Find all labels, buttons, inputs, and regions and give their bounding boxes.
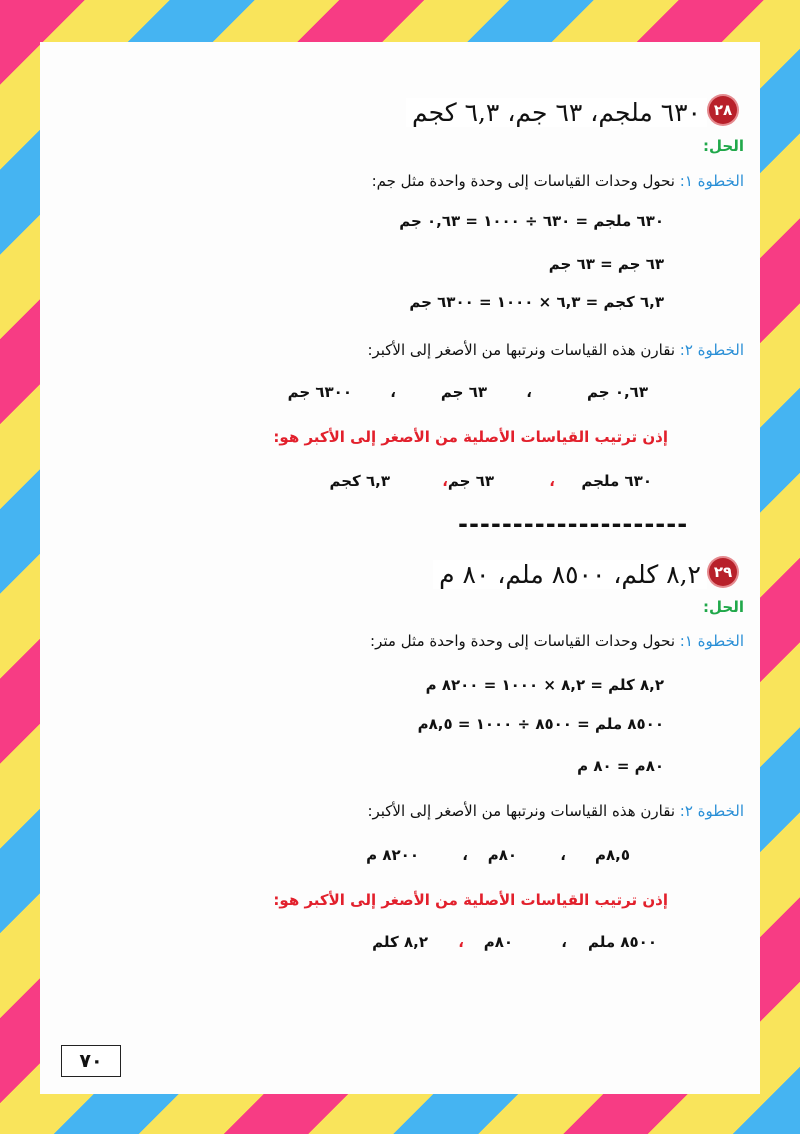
step-label: الخطوة ٢: [679, 341, 744, 359]
sorted-item: ٠,٦٣ جم [587, 383, 648, 401]
problem-28-equation: ٦,٣ كجم = ٦,٣ × ١٠٠٠ = ٦٣٠٠ جم [409, 293, 664, 311]
problem-28-step2 [367, 341, 744, 359]
final-separator: ، [442, 472, 448, 490]
section-divider: --------------------- [458, 510, 689, 538]
final-separator: ، [561, 933, 567, 951]
problem-29-title: ٨,٢ كلم، ٨٥٠٠ ملم، ٨٠ م [433, 560, 707, 589]
sorted-item: ٨,٥م [594, 846, 630, 864]
problem-29-solution-label: الحل: [703, 598, 744, 616]
problem-28-title: ٦٣٠ ملجم، ٦٣ جم، ٦,٣ كجم [406, 98, 707, 127]
problem-28-equation: ٦٣ جم = ٦٣ جم [548, 255, 664, 273]
sorted-item: ٨٢٠٠ م [366, 846, 419, 864]
problem-28-step1 [372, 172, 744, 190]
final-item: ٦٣٠ ملجم [581, 472, 652, 490]
sorted-item: ٦٣ جم [440, 383, 487, 401]
problem-29-equation: ٨٥٠٠ ملم = ٨٥٠٠ ÷ ١٠٠٠ = ٨,٥م [417, 715, 664, 733]
sorted-separator: ، [526, 383, 532, 401]
problem-29-equation: ٨,٢ كلم = ٨,٢ × ١٠٠٠ = ٨٢٠٠ م [425, 676, 664, 694]
step-label: الخطوة ١: [679, 172, 744, 190]
final-separator: ، [458, 933, 464, 951]
step-text: نحول وحدات القياسات إلى وحدة واحدة مثل متر: [370, 632, 680, 650]
problem-28-solution-label: الحل: [703, 137, 744, 155]
problem-28-equation: ٦٣٠ ملجم = ٦٣٠ ÷ ١٠٠٠ = ٠,٦٣ جم [399, 212, 664, 230]
problem-29-conclusion: إذن ترتيب القياسات الأصلية من الأصغر إلى الأكبر هو: [273, 891, 668, 909]
sorted-separator: ، [560, 846, 566, 864]
sorted-separator: ، [390, 383, 396, 401]
final-item: ٦٣ جم [447, 472, 494, 490]
problem-28-conclusion: إذن ترتيب القياسات الأصلية من الأصغر إلى الأكبر هو: [273, 428, 668, 446]
sorted-item: ٨٠م [487, 846, 517, 864]
final-item: ٨٠م [483, 933, 513, 951]
sorted-item: ٦٣٠٠ جم [287, 383, 352, 401]
sorted-separator: ، [462, 846, 468, 864]
problem-29-badge: ٢٩ [709, 558, 737, 586]
final-separator: ، [549, 472, 555, 490]
step-label: الخطوة ٢: [679, 802, 744, 820]
page-number: ٧٠ [61, 1045, 121, 1077]
problem-29-step1 [370, 632, 744, 650]
problem-29-equation: ٨٠م = ٨٠ م [577, 757, 664, 775]
step-text: نقارن هذه القياسات ونرتبها من الأصغر إلى الأكبر: [367, 802, 680, 820]
final-item: ٨,٢ كلم [372, 933, 428, 951]
step-text: نحول وحدات القياسات إلى وحدة واحدة مثل جم: [371, 172, 680, 190]
step-text: نقارن هذه القياسات ونرتبها من الأصغر إلى الأكبر: [367, 341, 680, 359]
problem-29-step2 [367, 802, 744, 820]
step-label: الخطوة ١: [679, 632, 744, 650]
final-item: ٦,٣ كجم [329, 472, 390, 490]
final-item: ٨٥٠٠ ملم [587, 933, 657, 951]
problem-28-badge: ٢٨ [709, 96, 737, 124]
